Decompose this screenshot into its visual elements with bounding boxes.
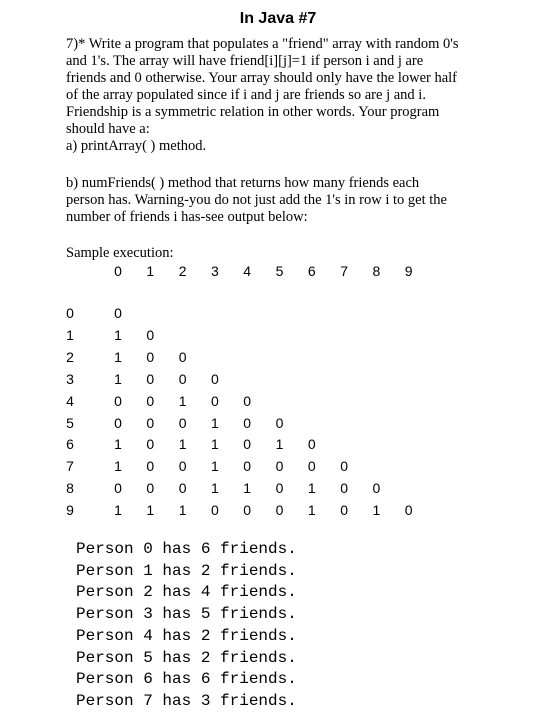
row-label: 8 [66,480,74,497]
matrix-cell: 0 [146,326,155,343]
question-line: 7)* Write a program that populates a "friend" array with random 0's [66,36,459,52]
column-header: 7 [340,263,348,279]
question-line: friends and 0 otherwise. Your array should only have the lower half [66,70,458,86]
matrix-cell: 0 [114,414,122,431]
row-label: 6 [66,436,74,453]
matrix-cell: 1 [114,326,122,343]
output-line: Person 5 has 2 friends. [76,648,297,667]
output-line: Person 4 has 2 friends. [76,626,297,645]
matrix-cell: 0 [146,414,155,431]
column-header: 2 [178,263,187,279]
output-line: Person 0 has 6 friends. [76,540,297,558]
matrix-cell: 0 [404,502,413,519]
matrix-cell: 0 [275,480,284,497]
matrix-cell: 0 [340,458,348,475]
matrix-cell: 1 [114,458,122,475]
matrix-cell: 0 [210,370,219,387]
column-header: 5 [275,263,284,279]
matrix-cell: 0 [243,502,252,519]
part-b-line: number of friends i has-see output below: [66,209,308,225]
matrix-cell: 1 [114,502,122,519]
question-line: should have a: [66,121,150,137]
sample-label: Sample execution: [66,245,174,261]
output-line: Person 6 has 6 friends. [76,670,297,689]
matrix-cell: 0 [210,502,219,519]
matrix-cell: 0 [114,392,122,409]
matrix-cell: 1 [307,502,316,519]
matrix-cell: 1 [114,370,122,387]
sample-output [76,539,297,713]
row-label: 9 [66,502,74,519]
matrix-cell: 0 [372,480,381,497]
matrix-cell: 1 [178,392,187,409]
matrix-cell: 0 [146,392,155,409]
output-line: Person 3 has 5 friends. [76,605,297,624]
matrix-cell: 1 [275,436,284,453]
row-label: 7 [66,458,74,475]
matrix-cell: 0 [178,458,187,475]
matrix-cell: 0 [178,480,187,497]
matrix-cell: 0 [275,458,284,475]
output-line: Person 7 has 3 friends. [76,691,297,710]
matrix-cell: 1 [178,436,187,453]
column-header: 4 [243,263,252,279]
row-label: 4 [66,392,74,409]
matrix-cell: 1 [210,480,219,497]
output-line: Person 1 has 2 friends. [76,561,297,580]
row-label: 1 [66,326,74,343]
matrix-cell: 0 [340,502,348,519]
matrix-cell: 0 [307,458,316,475]
matrix-cell: 0 [146,348,155,365]
matrix-cell: 0 [307,436,316,453]
matrix-cell: 1 [307,480,316,497]
matrix-cell: 0 [114,480,122,497]
question-line: Friendship is a symmetric relation in other words. Your program [66,104,440,120]
matrix-cell: 1 [210,458,219,475]
matrix-cell: 0 [146,370,155,387]
matrix-cell: 1 [146,502,155,519]
matrix-cell: 0 [146,480,155,497]
column-header: 0 [114,263,122,279]
part-b-line: b) numFriends( ) method that returns how many friends each [66,175,420,191]
matrix-cell: 1 [114,348,122,365]
matrix-cell: 0 [243,458,252,475]
matrix-cell: 1 [210,414,219,431]
matrix-cell: 0 [275,414,284,431]
matrix-cell: 1 [114,436,122,453]
matrix-cell: 0 [146,436,155,453]
matrix-cell: 0 [178,370,187,387]
column-header: 9 [404,263,413,279]
matrix-cell: 0 [178,414,187,431]
output-line: Person 2 has 4 friends. [76,583,297,602]
question-line: of the array populated since if i and j are friends so are j and i. [66,87,426,103]
part-b-line: person has. Warning-you do not just add the 1's in row i to get the [66,192,447,208]
matrix-cell: 0 [243,392,252,409]
matrix-cell: 0 [146,458,155,475]
matrix-cell: 0 [178,348,187,365]
page-title: In Java #7 [239,10,317,27]
matrix-cell: 0 [275,502,284,519]
matrix-cell: 0 [210,392,219,409]
matrix-cell: 1 [372,502,381,519]
matrix-cell: 0 [114,305,122,321]
row-label: 3 [66,370,74,387]
matrix-cell: 0 [243,436,252,453]
row-label: 0 [66,305,74,321]
matrix-cell: 1 [210,436,219,453]
part-b-text [66,175,486,226]
question-line: and 1's. The array will have friend[i][j]=1 if person i and j are [66,53,424,69]
matrix-cell: 0 [243,414,252,431]
column-header: 3 [210,263,219,279]
question-line: a) printArray( ) method. [66,138,207,154]
column-header: 6 [307,263,316,279]
matrix-cell: 0 [340,480,348,497]
column-header: 1 [146,263,155,279]
column-header: 8 [372,263,381,279]
row-label: 5 [66,414,74,431]
row-label: 2 [66,348,74,365]
matrix-cell: 1 [243,480,252,497]
question-text [66,36,486,155]
matrix-cell: 1 [178,502,187,519]
